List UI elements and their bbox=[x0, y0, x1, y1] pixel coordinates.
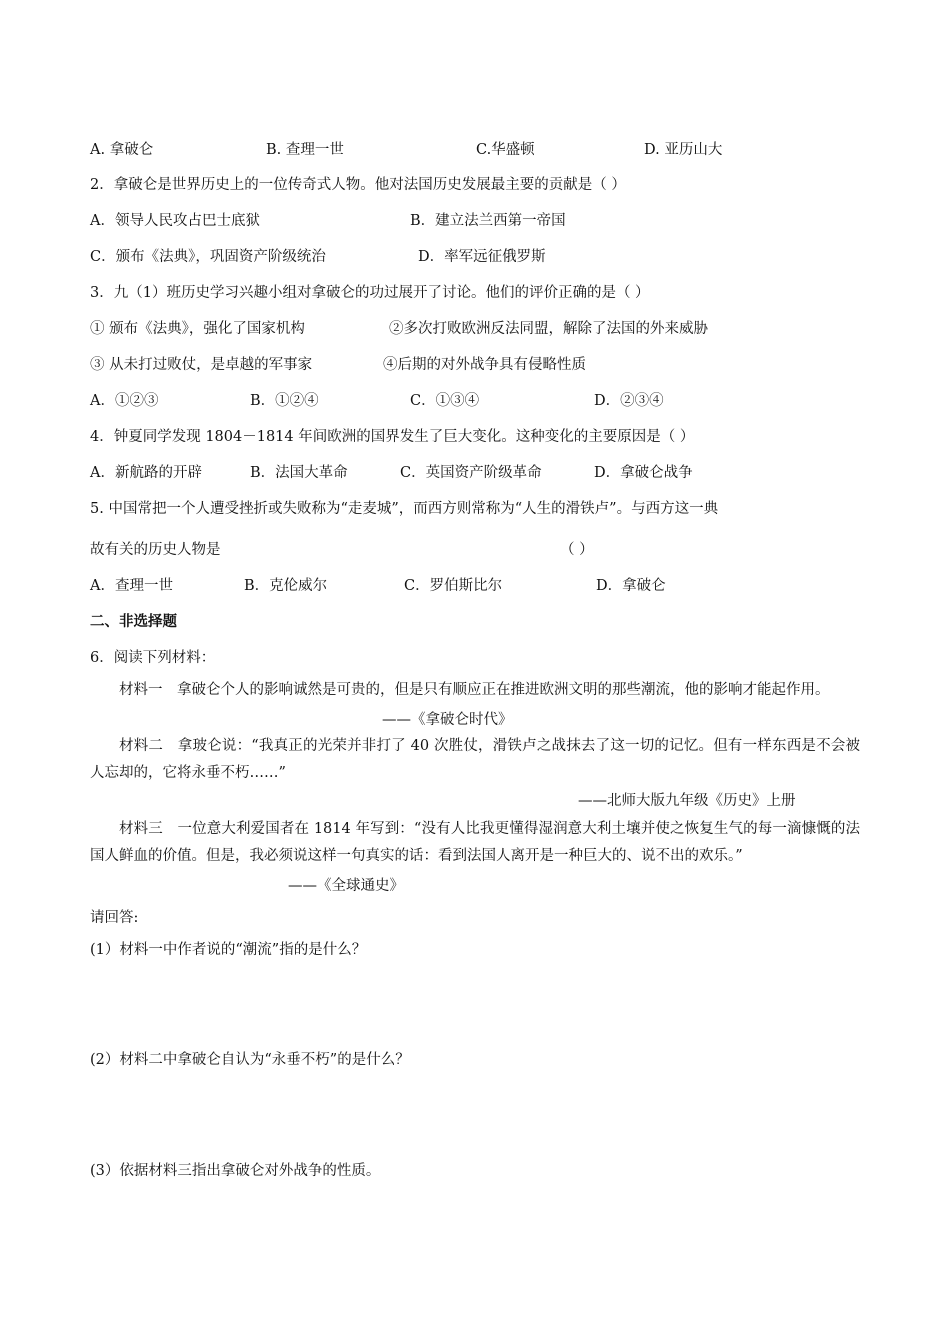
material-1: 材料一 拿破仑个人的影响诚然是可贵的，但是只有顺应正在推进欧洲文明的那些潮流，他的影响才能起作用。 bbox=[119, 682, 830, 698]
q3-option-d: D．②③④ bbox=[594, 393, 664, 409]
q4-option-d: D．拿破仑战争 bbox=[594, 465, 693, 481]
q3-stem: 3．九（1）班历史学习兴趣小组对拿破仑的功过展开了讨论。他们的评价正确的是（ ） bbox=[90, 285, 650, 301]
answer-prompt: 请回答: bbox=[90, 910, 139, 926]
section-heading: 二、非选择题 bbox=[90, 614, 177, 630]
q2-option-a: A．领导人民攻占巴士底狱 bbox=[90, 213, 260, 229]
q2-option-c: C．颁布《法典》，巩固资产阶级统治 bbox=[90, 249, 326, 265]
q3-item-1: ① 颁布《法典》，强化了国家机构 bbox=[90, 321, 305, 337]
material-2-source: ——北师大版九年级《历史》上册 bbox=[578, 793, 796, 809]
q1-option-b: B. 查理一世 bbox=[266, 142, 344, 158]
q5-answer-paren: （ ） bbox=[560, 542, 594, 558]
q4-option-a: A．新航路的开辟 bbox=[90, 465, 202, 481]
q3-option-a: A．①②③ bbox=[90, 393, 159, 409]
material-1-source: ——《拿破仑时代》 bbox=[376, 710, 513, 730]
material-3: 材料三 一位意大利爱国者在 1814 年写到：“没有人比我更懂得湿润意大利土壤并使之恢复生气的每一滴慷慨的法国人鲜血的价值。但是，我必须说这样一句真实的话：看到法国人离开是一种巨大的、说不出的欢乐。” bbox=[90, 821, 860, 864]
q3-item-3: ③ 从未打过败仗，是卓越的军事家 bbox=[90, 357, 313, 373]
q1-option-c: C.华盛顿 bbox=[476, 142, 535, 158]
q5-option-d: D．拿破仑 bbox=[596, 578, 666, 594]
q4-option-c: C．英国资产阶级革命 bbox=[400, 465, 542, 481]
q2-stem: 2．拿破仑是世界历史上的一位传奇式人物。他对法国历史发展最主要的贡献是（ ） bbox=[90, 177, 626, 193]
q2-option-d: D．率军远征俄罗斯 bbox=[418, 249, 546, 265]
q3-item-2: ②多次打败欧洲反法同盟，解除了法国的外来威胁 bbox=[389, 321, 708, 337]
material-3-source: ——《全球通史》 bbox=[282, 876, 404, 896]
q5-option-a: A．查理一世 bbox=[90, 578, 173, 594]
q5-stem-line1: 5. 中国常把一个人遭受挫折或失败称为“走麦城”，而西方则常称为“人生的滑铁卢”。与西方这一典 bbox=[90, 501, 719, 517]
sub-question-1: (1）材料一中作者说的“潮流”指的是什么？ bbox=[90, 942, 367, 958]
q3-option-c: C．①③④ bbox=[410, 393, 480, 409]
sub-question-3: (3）依据材料三指出拿破仑对外战争的性质。 bbox=[90, 1163, 381, 1179]
sub-question-2: (2）材料二中拿破仑自认为“永垂不朽”的是什么？ bbox=[90, 1052, 410, 1068]
q1-option-d: D. 亚历山大 bbox=[644, 142, 723, 158]
q6-intro: 6．阅读下列材料： bbox=[90, 650, 216, 666]
q3-option-b: B．①②④ bbox=[250, 393, 319, 409]
q4-option-b: B．法国大革命 bbox=[250, 465, 348, 481]
material-2: 材料二 拿玻仑说：“我真正的光荣并非打了 40 次胜仗，滑铁卢之战抹去了这一切的记忆。但有一样东西是不会被人忘却的，它将永垂不朽……” bbox=[90, 738, 860, 781]
q4-stem: 4．钟夏同学发现 1804－1814 年间欧洲的国界发生了巨大变化。这种变化的主要原因是（ ） bbox=[90, 429, 695, 445]
q1-option-a: A. 拿破仑 bbox=[90, 142, 154, 158]
q2-option-b: B．建立法兰西第一帝国 bbox=[410, 213, 566, 229]
q5-stem-line2: 故有关的历史人物是 bbox=[90, 542, 221, 558]
q5-option-b: B．克伦威尔 bbox=[244, 578, 328, 594]
q5-option-c: C．罗伯斯比尔 bbox=[404, 578, 503, 594]
q3-item-4: ④后期的对外战争具有侵略性质 bbox=[383, 357, 586, 373]
